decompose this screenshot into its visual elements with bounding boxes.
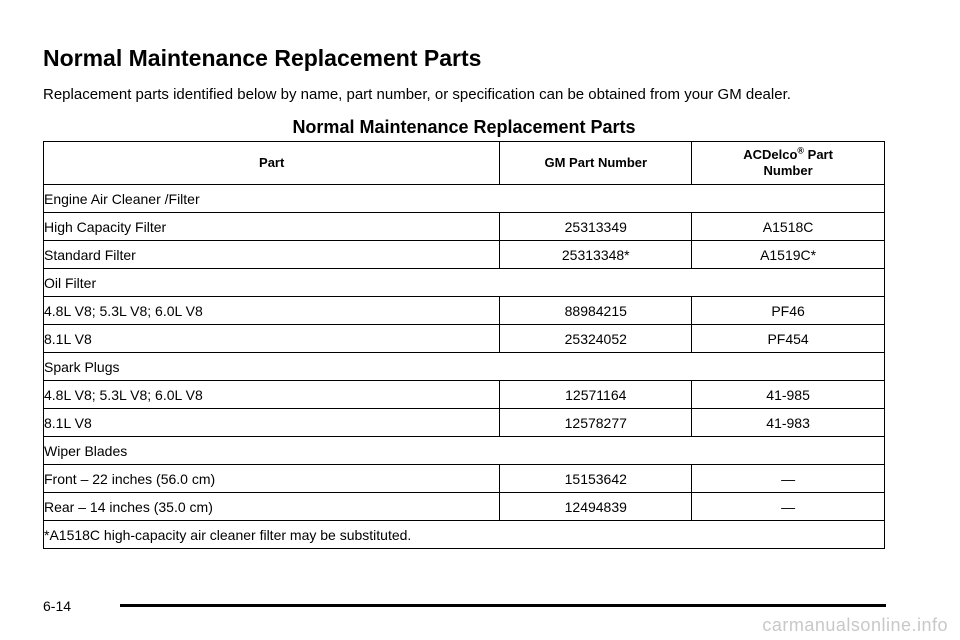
acdelco-part-number: PF454 [692,325,885,353]
category-row [44,437,885,465]
header-acdelco-suffix: Part [807,147,833,162]
part-name: Rear – 14 inches (35.0 cm) [44,493,500,521]
table-title: Normal Maintenance Replacement Parts [292,117,636,137]
page-number: 6-14 [43,598,72,614]
part-name: 8.1L V8 [44,409,500,437]
gm-part-number: 12571164 [500,381,692,409]
part-name: 4.8L V8; 5.3L V8; 6.0L V8 [44,381,500,409]
category-row [44,185,885,213]
parts-table [43,141,885,549]
table-row [44,409,885,437]
category-engine-air-cleaner: Engine Air Cleaner /Filter [44,185,885,213]
gm-part-number: 25324052 [500,325,692,353]
acdelco-part-number: PF46 [692,297,885,325]
gm-part-number: 25313349 [500,213,692,241]
acdelco-part-number: 41-985 [692,381,885,409]
table-row [44,241,885,269]
footnote-row [44,521,885,549]
header-acdelco-brand: ACDelco [743,147,798,162]
header-acdelco-part-number [692,142,885,185]
part-name: High Capacity Filter [44,213,500,241]
table-header-row [44,142,885,185]
part-name: Standard Filter [44,241,500,269]
table-row [44,493,885,521]
acdelco-part-number: A1518C [692,213,885,241]
table-row [44,465,885,493]
part-name: Front – 22 inches (56.0 cm) [44,465,500,493]
category-wiper-blades: Wiper Blades [44,437,885,465]
header-acdelco-line2: Number [763,163,813,178]
intro-text: Replacement parts identified below by name, part number, or specification can be obtained from your GM dealer. [43,86,791,103]
gm-part-number: 12494839 [500,493,692,521]
gm-part-number: 12578277 [500,409,692,437]
acdelco-part-number: A1519C* [692,241,885,269]
page-title: Normal Maintenance Replacement Parts [43,45,482,71]
acdelco-part-number: 41-983 [692,409,885,437]
registered-mark: ® [797,145,805,156]
gm-part-number: 88984215 [500,297,692,325]
category-spark-plugs: Spark Plugs [44,353,885,381]
acdelco-part-number: — [692,465,885,493]
table-row [44,297,885,325]
gm-part-number: 15153642 [500,465,692,493]
table-row [44,381,885,409]
category-row [44,269,885,297]
header-part: Part [44,142,500,185]
table-footnote: *A1518C high-capacity air cleaner filter may be substituted. [44,521,885,549]
footer-rule [120,604,886,607]
part-name: 8.1L V8 [44,325,500,353]
gm-part-number: 25313348* [500,241,692,269]
category-row [44,353,885,381]
table-row [44,213,885,241]
table-row [44,325,885,353]
watermark-text: carmanualsonline.info [762,615,948,635]
category-oil-filter: Oil Filter [44,269,885,297]
acdelco-part-number: — [692,493,885,521]
part-name: 4.8L V8; 5.3L V8; 6.0L V8 [44,297,500,325]
header-gm-part-number: GM Part Number [500,142,692,185]
